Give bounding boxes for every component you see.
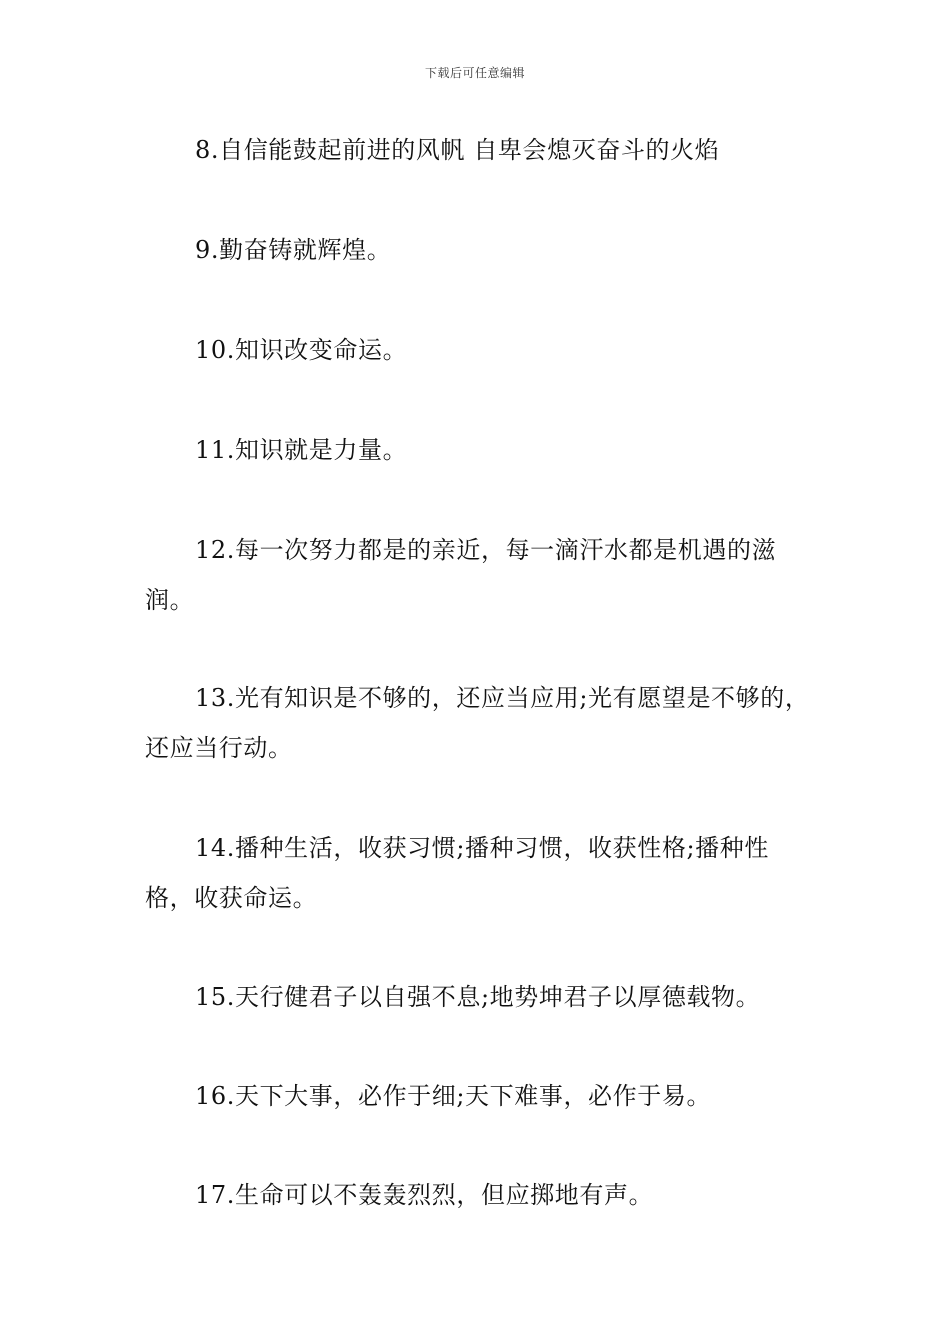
quote-item-15: 15.天行健君子以自强不息;地势坤君子以厚德载物。 [195,983,761,1011]
quote-item-16: 16.天下大事，必作于细;天下难事，必作于易。 [195,1082,712,1110]
quote-item-10: 10.知识改变命运。 [195,336,408,364]
quote-item-17: 17.生命可以不轰轰烈烈，但应掷地有声。 [195,1181,654,1209]
quote-item-8: 8.自信能鼓起前进的风帆 自卑会熄灭奋斗的火焰 [195,136,720,164]
quote-item-14: 14.播种生活，收获习惯;播种习惯，收获性格;播种性格，收获命运。 [145,834,769,912]
quote-item-13: 13.光有知识是不够的，还应当应用;光有愿望是不够的，还应当行动。 [145,684,810,762]
quote-item-9: 9.勤奋铸就辉煌。 [195,236,392,264]
page-header: 下载后可任意编辑 [424,66,525,80]
quote-item-12: 12.每一次努力都是的亲近，每一滴汗水都是机遇的滋润。 [145,536,777,614]
quote-item-11: 11.知识就是力量。 [195,436,408,464]
